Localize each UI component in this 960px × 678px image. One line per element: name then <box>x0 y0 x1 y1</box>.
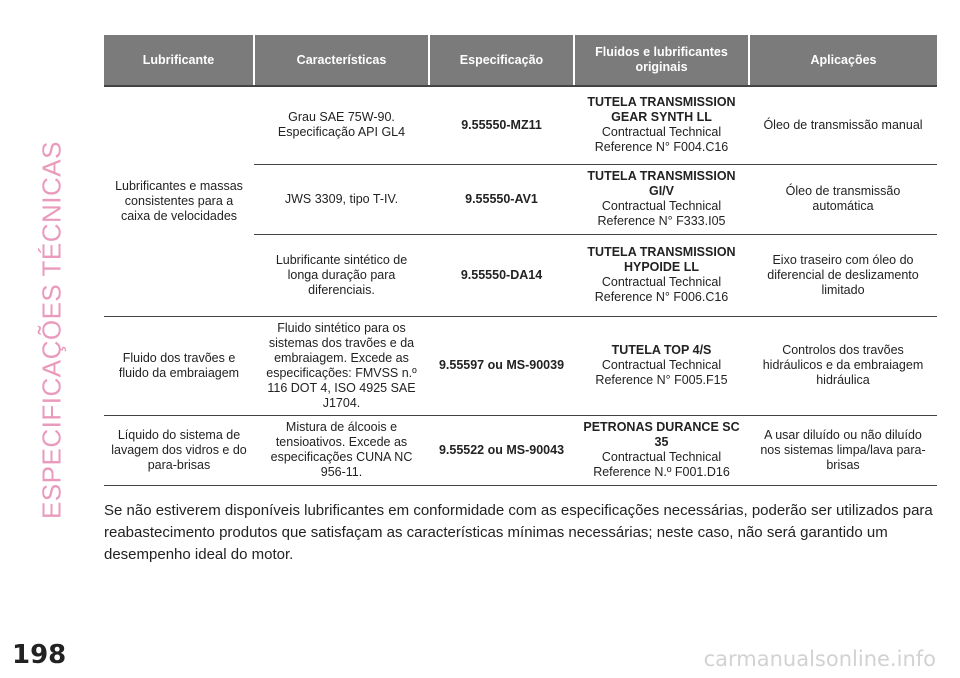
header-aplicacoes: Aplicações <box>749 35 937 86</box>
fluido-product-name: TUTELA TRANSMISSION GI/V <box>587 169 736 198</box>
fluido-reference: Contractual Technical Reference N° F333.I05 <box>597 199 726 228</box>
header-especificacao: Especificação <box>429 35 574 86</box>
table-row <box>104 86 937 164</box>
compatibility-note: Se não estiverem disponíveis lubrificantes em conformidade com as especificações necessárias, poderão ser utilizados para reabastecimento produtos que satisfaçam as características mínimas necessárias; neste caso, não será garantido um desempenho ideal do motor. <box>104 502 933 563</box>
especificacao-cell: 9.55550-DA14 <box>429 234 574 316</box>
header-lubrificante: Lubrificante <box>104 35 254 86</box>
fluido-cell <box>574 316 749 415</box>
aplicacoes-cell: Controlos dos travões hidráulicos e da embraiagem hidráulica <box>749 316 937 415</box>
especificacao-cell: 9.55550-AV1 <box>429 164 574 234</box>
table-header-row <box>104 35 937 86</box>
fluido-reference: Contractual Technical Reference N.º F001.D16 <box>593 450 730 479</box>
aplicacoes-cell: A usar diluído ou não diluído nos sistemas limpa/lava para-brisas <box>749 415 937 485</box>
fluido-product-name: TUTELA TRANSMISSION GEAR SYNTH LL <box>587 95 736 125</box>
table-row <box>104 316 937 415</box>
caracteristicas-cell: Fluido sintético para os sistemas dos travões e da embraiagem. Excede as especificações: FMVSS n.º 116 DOT 4, ISO 4925 SAE J1704. <box>254 316 429 415</box>
lubricants-table <box>104 35 937 486</box>
header-fluidos-originais: Fluidos e lubrificantes originais <box>574 35 749 86</box>
aplicacoes-cell: Óleo de transmissão manual <box>749 86 937 164</box>
aplicacoes-cell: Eixo traseiro com óleo do diferencial de deslizamento limitado <box>749 234 937 316</box>
aplicacoes-cell: Óleo de transmissão automática <box>749 164 937 234</box>
fluido-reference: Contractual Technical Reference N° F006.C16 <box>594 275 729 304</box>
header-caracteristicas: Características <box>254 35 429 86</box>
table-row <box>104 415 937 485</box>
fluido-cell <box>574 415 749 485</box>
fluido-product-name: TUTELA TOP 4/S <box>611 343 712 357</box>
fluido-reference: Contractual Technical Reference N° F004.C16 <box>594 125 729 155</box>
lubricant-group-gearbox: Lubrificantes e massas consistentes para a caixa de velocidades <box>104 86 254 316</box>
especificacao-cell: 9.55522 ou MS-90043 <box>429 415 574 485</box>
page-number: 198 <box>12 640 67 670</box>
fluido-product-name: TUTELA TRANSMISSION HYPOIDE LL <box>587 245 736 274</box>
lubrificante-cell: Líquido do sistema de lavagem dos vidros e do para-brisas <box>104 415 254 485</box>
fluido-cell <box>574 164 749 234</box>
fluido-cell <box>574 234 749 316</box>
fluido-cell <box>574 86 749 164</box>
caracteristicas-cell: Lubrificante sintético de longa duração para diferenciais. <box>254 234 429 316</box>
section-title: ESPECIFICAÇÕES TÉCNICAS <box>36 141 67 519</box>
caracteristicas-cell: Mistura de álcoois e tensioativos. Excede as especificações CUNA NC 956-11. <box>254 415 429 485</box>
caracteristicas-cell: Grau SAE 75W-90. Especificação API GL4 <box>254 86 429 164</box>
watermark: carmanualsonline.info <box>703 647 936 671</box>
especificacao-cell: 9.55550-MZ11 <box>429 86 574 164</box>
especificacao-cell: 9.55597 ou MS-90039 <box>429 316 574 415</box>
lubrificante-cell: Fluido dos travões e fluido da embraiagem <box>104 316 254 415</box>
fluido-reference: Contractual Technical Reference N° F005.F15 <box>595 358 728 387</box>
caracteristicas-cell: JWS 3309, tipo T-IV. <box>254 164 429 234</box>
fluido-product-name: PETRONAS DURANCE SC 35 <box>583 420 740 449</box>
